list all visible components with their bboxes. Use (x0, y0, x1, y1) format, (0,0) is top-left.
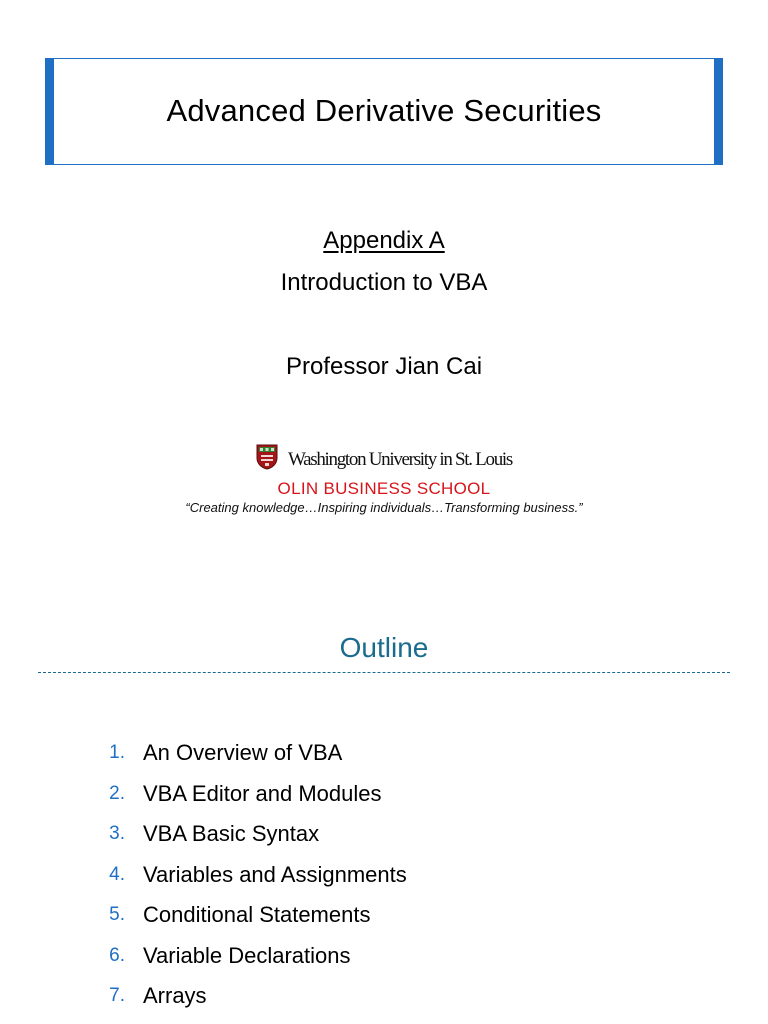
list-item (0, 774, 768, 815)
list-item (0, 814, 768, 855)
list-item-label: Variables and Assignments (143, 861, 407, 887)
list-item (0, 936, 768, 977)
list-item (0, 895, 768, 936)
list-item-number: 6. (109, 944, 125, 966)
school-name: OLIN BUSINESS SCHOOL (277, 479, 491, 498)
university-logo (256, 440, 512, 474)
outline-heading: Outline (339, 632, 429, 663)
list-item-label: VBA Basic Syntax (143, 821, 320, 847)
slide-subtitle: Introduction to VBA (280, 269, 488, 296)
list-item-number: 3. (109, 823, 125, 845)
list-item-label: Variable Declarations (143, 942, 351, 968)
list-item-number: 7. (109, 985, 125, 1007)
appendix-label: Appendix A (323, 227, 445, 254)
list-item (0, 733, 768, 774)
professor-name: Professor Jian Cai (285, 353, 483, 380)
list-item-number: 1. (109, 742, 125, 764)
list-item-label: An Overview of VBA (143, 740, 343, 766)
outline-list (0, 733, 768, 1017)
list-item-label: VBA Editor and Modules (143, 780, 382, 806)
list-item-number: 4. (109, 863, 125, 885)
list-item (0, 976, 768, 1017)
university-crest-icon (256, 444, 278, 470)
outline-divider (38, 672, 730, 673)
list-item-label: Arrays (143, 983, 207, 1009)
slide-title: Advanced Derivative Securities (166, 92, 602, 128)
list-item-label: Conditional Statements (143, 902, 371, 928)
list-item (0, 855, 768, 896)
list-item-number: 2. (109, 782, 125, 804)
title-box (45, 58, 723, 165)
university-name: Washington University in St. Louis (288, 449, 512, 470)
school-tagline: “Creating knowledge…Inspiring individuals…Transforming business.” (185, 500, 583, 515)
list-item-number: 5. (109, 904, 125, 926)
